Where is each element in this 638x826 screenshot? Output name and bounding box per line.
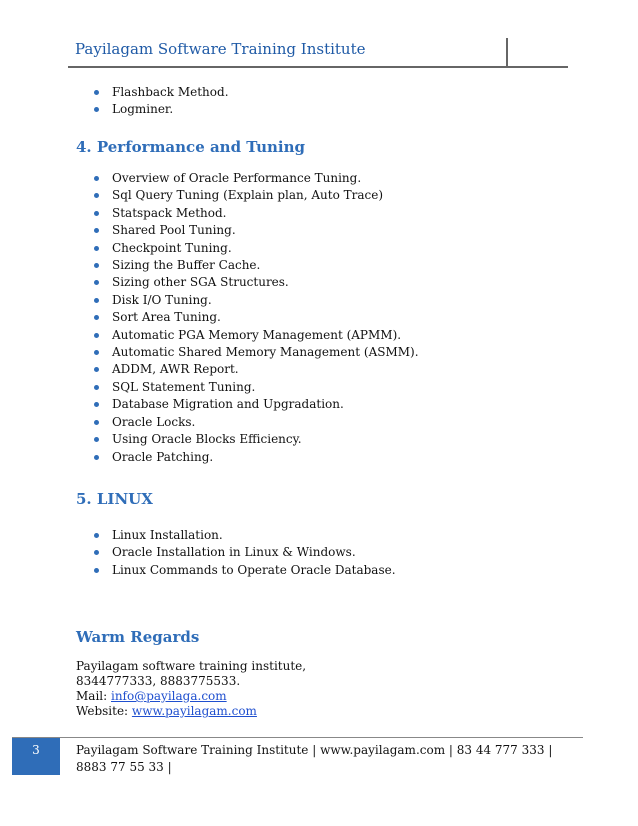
footer-text: Payilagam Software Training Institute | www.payilagam.com | 83 44 777 333 | 8883 77 55 33 |	[76, 743, 553, 774]
contact-website-line	[76, 704, 306, 719]
bullet-icon	[94, 350, 99, 355]
mail-link[interactable]: info@payilaga.com	[110, 689, 227, 703]
list-item	[94, 379, 419, 396]
list-item-text: Overview of Oracle Performance Tuning.	[112, 171, 362, 185]
list-item	[94, 449, 419, 466]
bullet-icon	[94, 246, 99, 251]
contact-org: Payilagam software training institute,	[76, 659, 307, 673]
list-item-text: Shared Pool Tuning.	[112, 223, 236, 238]
bullet-icon	[94, 90, 99, 95]
list-item	[94, 361, 419, 378]
bullet-icon	[94, 367, 99, 372]
list-item-text: Linux Commands to Operate Oracle Database.	[112, 562, 396, 577]
list-item	[94, 205, 419, 222]
footer-divider	[12, 737, 583, 738]
list-item	[94, 187, 419, 204]
list-item	[94, 327, 419, 344]
list-item	[94, 240, 419, 257]
regards-title: Warm Regards	[76, 628, 200, 646]
page-number: 3	[12, 738, 60, 775]
bullet-icon	[94, 385, 99, 390]
list-item	[94, 527, 396, 544]
list-item	[94, 344, 419, 361]
contact-phones: 8344777333, 8883775533.	[76, 674, 241, 688]
bullet-icon	[94, 298, 99, 303]
list-item-text: Sql Query Tuning (Explain plan, Auto Trace)	[112, 188, 384, 203]
list-item-text: Oracle Locks.	[112, 414, 196, 429]
list-item-text: Linux Installation.	[112, 528, 223, 542]
bullet-icon	[94, 420, 99, 425]
list-item-text: Database Migration and Upgradation.	[112, 397, 344, 412]
list-item	[94, 170, 419, 187]
website-label: Website:	[76, 704, 132, 718]
list-item	[94, 222, 419, 239]
section-title-linux: 5. LINUX	[76, 490, 153, 508]
list-item	[94, 414, 419, 431]
list-item	[94, 544, 396, 561]
list-item-text: Flashback Method.	[112, 85, 229, 99]
bullet-icon	[94, 568, 99, 573]
list-item-text: Logminer.	[112, 102, 174, 117]
list-item-text: SQL Statement Tuning.	[112, 379, 256, 394]
list-item-text: Statspack Method.	[112, 205, 227, 220]
performance-bullet-list	[94, 170, 419, 466]
list-item-text: Disk I/O Tuning.	[112, 292, 212, 307]
linux-bullet-list	[94, 527, 396, 579]
bullet-icon	[94, 263, 99, 268]
top-bullet-list	[94, 84, 229, 119]
contact-mail-line	[76, 689, 306, 704]
mail-label: Mail:	[76, 689, 111, 703]
list-item-text: Using Oracle Blocks Efficiency.	[112, 432, 302, 447]
bullet-icon	[94, 550, 99, 555]
bullet-icon	[94, 211, 99, 216]
list-item-text: ADDM, AWR Report.	[112, 362, 239, 377]
contact-block	[76, 659, 306, 719]
bullet-icon	[94, 455, 99, 460]
list-item	[94, 257, 419, 274]
list-item-text: Sizing the Buffer Cache.	[112, 258, 261, 273]
list-item-text: Checkpoint Tuning.	[112, 240, 232, 255]
website-link[interactable]: www.payilagam.com	[131, 704, 257, 718]
list-item-text: Oracle Installation in Linux & Windows.	[112, 545, 356, 560]
section-title-performance: 4. Performance and Tuning	[76, 138, 305, 156]
bullet-icon	[94, 533, 99, 538]
bullet-icon	[94, 333, 99, 338]
header-divider	[68, 66, 568, 68]
bullet-icon	[94, 402, 99, 407]
list-item	[94, 431, 419, 448]
list-item	[94, 309, 419, 326]
header-divider-vertical	[506, 38, 508, 68]
list-item-text: Oracle Patching.	[112, 449, 214, 464]
list-item-text: Automatic Shared Memory Management (ASMM).	[112, 345, 419, 360]
list-item-text: Sort Area Tuning.	[112, 310, 221, 325]
bullet-icon	[94, 107, 99, 112]
list-item-text: Sizing other SGA Structures.	[112, 275, 289, 290]
list-item	[94, 84, 229, 101]
bullet-icon	[94, 193, 99, 198]
bullet-icon	[94, 315, 99, 320]
list-item-text: Automatic PGA Memory Management (APMM).	[112, 327, 402, 342]
list-item	[94, 396, 419, 413]
list-item	[94, 292, 419, 309]
bullet-icon	[94, 280, 99, 285]
list-item	[94, 101, 229, 118]
list-item	[94, 562, 396, 579]
bullet-icon	[94, 437, 99, 442]
header-title: Payilagam Software Training Institute	[75, 40, 366, 58]
bullet-icon	[94, 176, 99, 181]
list-item	[94, 274, 419, 291]
bullet-icon	[94, 228, 99, 233]
